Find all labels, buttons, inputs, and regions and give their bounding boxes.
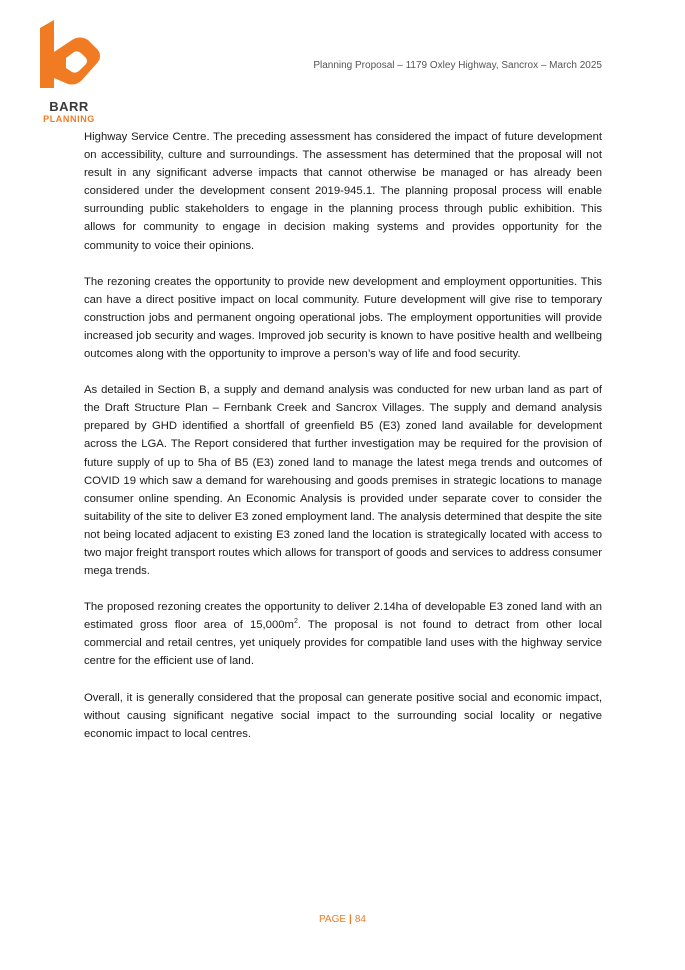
document-body (84, 128, 602, 761)
paragraph-1: Highway Service Centre. The preceding assessment has considered the impact of future development on accessibility, culture and surroundings. The assessment has determined that the proposal will not result in any significant adverse impacts that cannot otherwise be managed or has already been considered under the development consent 2019-945.1. The planning proposal process will enable surrounding public stakeholders to engage in the planning process through public exhibition. This allows for community to engage in decision making systems and provides opportunity for the community to voice their opinions. (84, 131, 602, 252)
paragraph-5: Overall, it is generally considered that the proposal can generate positive social and economic impact, without causing significant negative social impact to the surrounding social locality or negative economic impact to local centres. (84, 691, 602, 740)
superscript-2: 2 (293, 618, 298, 626)
page-footer (0, 914, 685, 925)
page-header-title: Planning Proposal – 1179 Oxley Highway, Sancrox – March 2025 (313, 60, 602, 71)
page-label: PAGE (319, 914, 347, 925)
page-number: 84 (354, 914, 366, 925)
paragraph-2: The rezoning creates the opportunity to provide new development and employment opportunities. This can have a direct positive impact on local community. Future development will give rise to temporary construction jobs and permanent ongoing operational jobs. The employment opportunities will provide increased job security and wages. Improved job security is known to have positive health and wellbeing outcomes along with the opportunity to improve a person’s way of life and food security. (84, 275, 602, 361)
paragraph-4-text-b: . The proposal is not found to detract from other local commercial and retail centres, yet uniquely provides for compatible land uses with the highway service centre for the efficient use of land. (84, 619, 603, 668)
barr-planning-logo-icon (36, 18, 102, 98)
paragraph-3: As detailed in Section B, a supply and demand analysis was conducted for new urban land as part of the Draft Structure Plan – Fernbank Creek and Sancrox Villages. The supply and demand analysis prepared by GHD identified a shortfall of greenfield B5 (E3) zoned land available for development across the LGA. The Report considered that further investigation may be required for the provision of future supply of up to 5ha of B5 (E3) zoned land to manage the latest mega trends and outcomes of COVID 19 which saw a demand for warehousing and goods premises in strategic locations to manage consumer online spending. An Economic Analysis is provided under separate cover to consider the suitability of the site to deliver E3 zoned employment land. The analysis determined that despite the site not being located adjacent to existing E3 zoned land the location is strategically located with access to two major freight transport routes which allows for transport of goods and services to address consumer mega trends. (84, 384, 603, 578)
paragraph-4 (84, 598, 602, 670)
paragraph-4-text-a: The proposed rezoning creates the opportunity to deliver 2.14ha of developable E3 zoned land with an estimated gross floor area of 15,000m (84, 601, 602, 632)
logo-wordmark-planning: PLANNING (43, 114, 95, 124)
page-separator: | (349, 914, 352, 925)
barr-planning-logo (36, 18, 102, 128)
logo-wordmark-barr: BARR (49, 99, 89, 114)
